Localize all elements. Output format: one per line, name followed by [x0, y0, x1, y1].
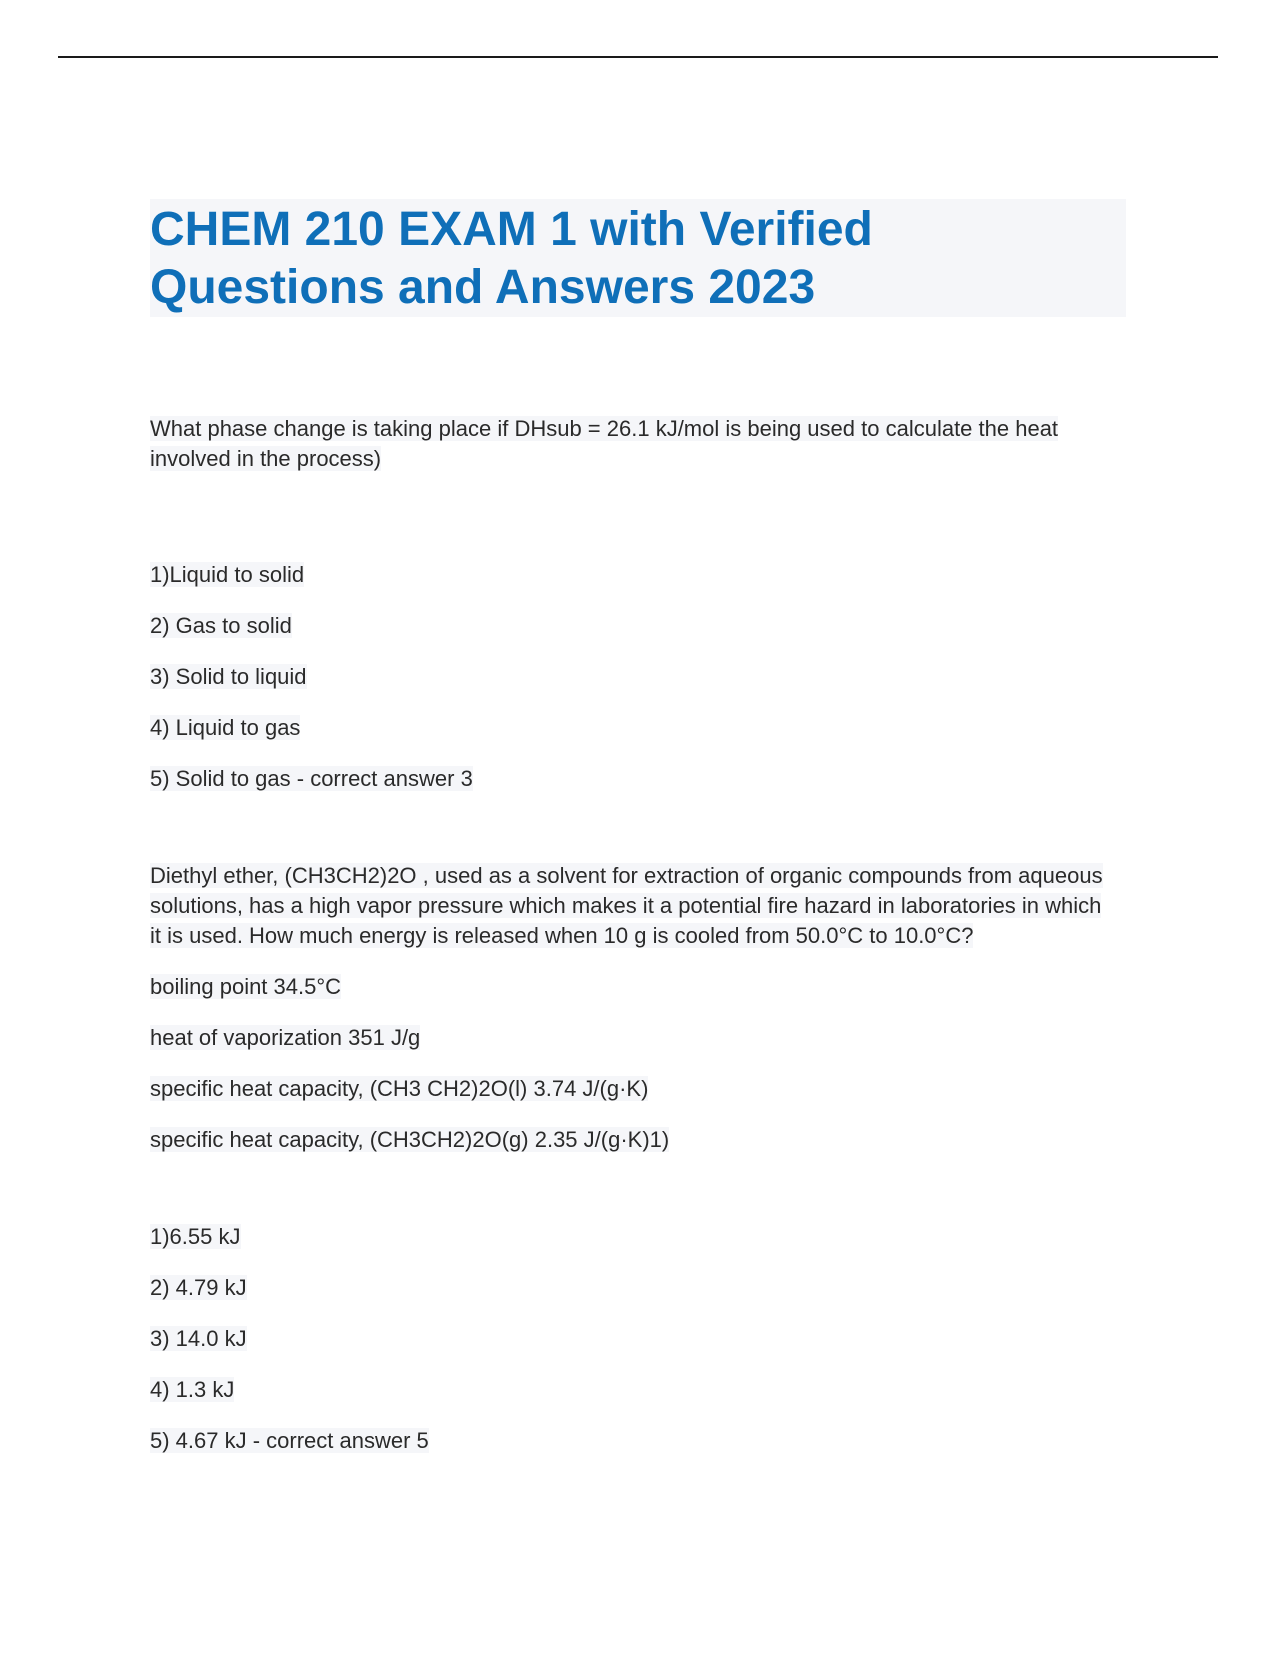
- option-item: 2) 4.79 kJ: [150, 1275, 247, 1300]
- option-item: 4) 1.3 kJ: [150, 1377, 235, 1402]
- question-1-prompt: [150, 414, 1110, 474]
- question-2-prompt: [150, 861, 1110, 951]
- option-item: 4) Liquid to gas: [150, 715, 301, 740]
- fact-item: heat of vaporization 351 J/g: [150, 1025, 421, 1050]
- option-item: 3) Solid to liquid: [150, 664, 307, 689]
- title-line-1: CHEM 210 EXAM 1 with Verified: [150, 203, 873, 256]
- question-1-prompt-text: What phase change is taking place if DHsub = 26.1 kJ/mol is being used to calculate the heat involved in the process): [150, 416, 1059, 471]
- option-item: 2) Gas to solid: [150, 613, 292, 638]
- option-item: 1)6.55 kJ: [150, 1224, 241, 1249]
- question-1-options: [150, 560, 1110, 794]
- fact-item: boiling point 34.5°C: [150, 974, 342, 999]
- option-item-answer: 5) Solid to gas - correct answer 3: [150, 766, 473, 791]
- title-line-2: Questions and Answers 2023: [150, 261, 816, 314]
- question-2-options: [150, 1222, 1110, 1456]
- option-item-answer: 5) 4.67 kJ - correct answer 5: [150, 1428, 429, 1453]
- document-body: [150, 414, 1110, 1477]
- question-2-prompt-text: Diethyl ether, (CH3CH2)2O , used as a solvent for extraction of organic compounds from aqueous solutions, has a high vapor pressure which makes it a potential fire hazard in laboratories in which it is used. How much energy is released when 10 g is cooled from 50.0°C to 10.0°C?: [150, 863, 1103, 948]
- fact-item: specific heat capacity, (CH3CH2)2O(g) 2.35 J/(g·K)1): [150, 1127, 670, 1152]
- top-rule: [58, 56, 1218, 58]
- option-item: 3) 14.0 kJ: [150, 1326, 247, 1351]
- question-2-facts: [150, 972, 1110, 1155]
- title-block: [150, 199, 1126, 317]
- page-title: [150, 199, 1126, 317]
- fact-item: specific heat capacity, (CH3 CH2)2O(l) 3.74 J/(g·K): [150, 1076, 649, 1101]
- option-item: 1)Liquid to solid: [150, 562, 305, 587]
